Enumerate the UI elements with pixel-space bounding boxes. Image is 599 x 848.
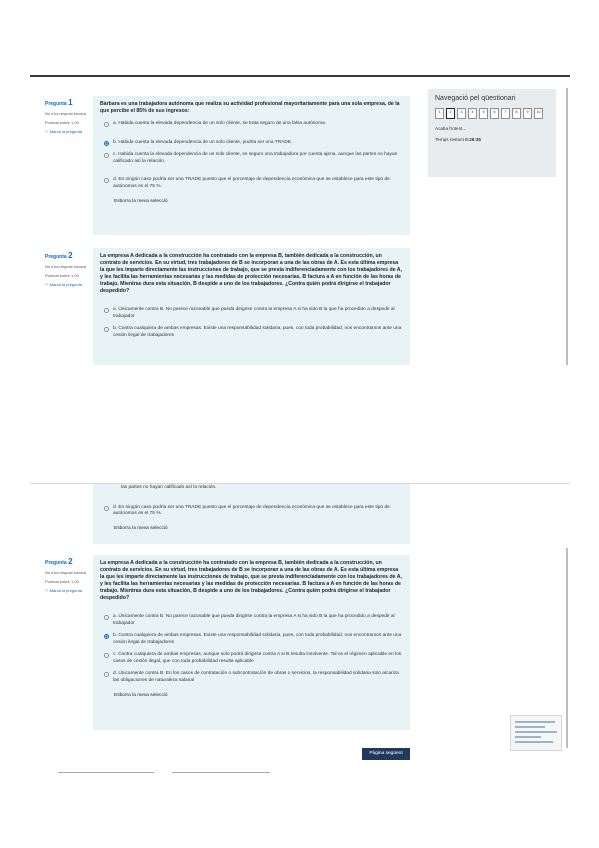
- time-remaining: Temps restant 0:26:35: [435, 137, 481, 142]
- q2-option-b[interactable]: b. Contra cualquiera de ambas empresas. Existe una responsabilidad solidaria, pues, con toda probabilidad, nos encontramos ante una cesión ilegal de trabajadores: [104, 326, 403, 339]
- nav-button-1[interactable]: 1: [435, 108, 444, 119]
- q1-option-a[interactable]: a. Habida cuenta la elevada dependencia de un solo cliente, se trata seguro de una falsa autónoma.: [104, 121, 403, 128]
- radio-icon: [104, 308, 109, 313]
- q2-option-a[interactable]: a. Únicamente contra B. No parece razonable que pueda dirigirse contra la empresa A si ha sido B la que ha procedido a despedir al trabajador: [104, 307, 403, 320]
- radio-icon: [104, 178, 109, 183]
- radio-icon: [104, 327, 109, 332]
- q1-option-c[interactable]: c. Habida cuenta la elevada dependencia de un solo cliente, es seguro una trabajadora por cuenta ajena, aunque las partes no hayan calificado así la relación.: [104, 152, 403, 165]
- q1-option-c-continued: las partes no hayan calificado así la relación.: [121, 485, 217, 490]
- flag-question-1-link[interactable]: ⚐ Marca la pregunta: [45, 129, 82, 134]
- q2-option-a-repeat[interactable]: a. Únicamente contra B. No parece razonable que pueda dirigirse contra la empresa A si ha sido B la que ha procedido a despedir al trabajador: [104, 614, 403, 627]
- question-1-box: [93, 96, 410, 235]
- nav-button-8[interactable]: 8: [512, 108, 521, 119]
- radio-icon: [104, 122, 109, 127]
- question-1-score: Puntuat sobre 1,00: [45, 120, 79, 125]
- scrollbar-bottom[interactable]: [566, 548, 568, 748]
- radio-icon: [104, 672, 109, 677]
- question-2-number: Pregunta 2: [45, 251, 73, 260]
- q2-option-d-repeat[interactable]: d. Únicamente contra B. En los casos de contratación o subcontratación de obras o servicios, la responsabilidad solidaria solo alcanza las obligaciones de naturaleza salarial: [104, 671, 403, 684]
- question-2-info: [45, 252, 93, 291]
- quiz-navigation-title: Navegació pel qüestionari: [435, 95, 516, 102]
- question-1-box-continued: [93, 484, 410, 544]
- nav-button-6[interactable]: 6: [490, 108, 499, 119]
- radio-icon: [104, 615, 109, 620]
- question-1-number: Pregunta 1: [45, 98, 73, 107]
- nav-button-4[interactable]: 4: [468, 108, 477, 119]
- radio-checked-icon: [104, 634, 109, 639]
- q1-option-d-repeat[interactable]: d. En ningún caso podría ser una TRADE puesto que el porcentaje de dependencia económica que se establece para este tipo de autónomos es el 75 %.: [104, 505, 403, 518]
- nav-button-5[interactable]: 5: [479, 108, 488, 119]
- flag-question-2-link[interactable]: ⚐ Marca la pregunta: [45, 282, 82, 287]
- question-1-status: No s'ha respost encara: [45, 111, 87, 116]
- radio-icon: [104, 506, 109, 511]
- quiz-navigation-panel: [428, 89, 556, 177]
- question-1-info: [45, 99, 93, 138]
- nav-button-9[interactable]: 9: [523, 108, 532, 119]
- nav-button-2[interactable]: 2: [446, 108, 455, 119]
- nav-button-10[interactable]: 10: [534, 108, 543, 119]
- nav-button-3[interactable]: 3: [457, 108, 466, 119]
- flag-question-2-link-repeat[interactable]: ⚐ Marca la pregunta: [45, 588, 82, 593]
- q1-clear-selection-link[interactable]: Esborra la meva selecció: [114, 199, 168, 204]
- question-2-box-repeat: [93, 555, 410, 730]
- q2-option-b-repeat[interactable]: b. Contra cualquiera de ambas empresas. Existe una responsabilidad solidaria, pues, con toda probabilidad, nos encontramos ante una cesión ilegal de trabajadores: [104, 633, 403, 646]
- question-2-score: Puntuat sobre 1,00: [45, 273, 79, 278]
- radio-icon: [104, 653, 109, 658]
- page-thumbnail[interactable]: [510, 715, 562, 751]
- scrollbar-top[interactable]: [566, 88, 568, 365]
- nav-button-7[interactable]: 7: [501, 108, 510, 119]
- question-2-info-repeat: Pregunta 2 No s'ha respost encara Puntuat sobre 1,00 ⚐ Marca la pregunta: [45, 558, 93, 597]
- q1-clear-selection-link-repeat[interactable]: Esborra la meva selecció: [114, 525, 168, 531]
- top-divider: [30, 75, 570, 77]
- radio-checked-icon: [104, 141, 109, 146]
- footer-line: [58, 772, 154, 773]
- finish-attempt-link[interactable]: Acaba l'intent...: [435, 126, 467, 131]
- radio-icon: [104, 153, 109, 158]
- q2-clear-selection-link[interactable]: Esborra la meva selecció: [114, 693, 168, 698]
- q1-option-b[interactable]: b. Habida cuenta la elevada dependencia de un solo cliente, podría ser una TRADE.: [104, 140, 403, 147]
- question-1-text: Bàrbara es una trabajadora autónoma que realiza su actividad profesional mayoritariamente para una sola empresa, de la que percibe el 85% de sus ingresos:: [100, 101, 400, 114]
- question-2-text-repeat: La empresa A dedicada a la construcción ha contratado con la empresa B, también dedicada a la construcción, un contrato de servicios. En su virtud, tres trabajadores de B se incorporan a una de las obras de A. Es esta última empresa la que les imparte directamente las instrucciones de trabajo, que se presta indiferenciadamente con los trabajadores de A, y les facilita las herramientas necesarias y las medidas de protección necesarias. B factura a A en función de las horas de trabajo. Mientras dura esta situación, B despide a uno de los trabajadores. ¿Contra quién podrá dirigirse el trabajador despedido?: [100, 560, 402, 601]
- question-2-text: La empresa A dedicada a la construcción ha contratado con la empresa B, también dedicada a la construcción, un contrato de servicios. En su virtud, tres trabajadores de B se incorporan a una de las obras de A. Es esta última empresa la que les imparte directamente las instrucciones de trabajo, que se presta indiferenciadamente con los trabajadores de A, y les facilita las herramientas necesarias y las medidas de protección necesarias. B factura a A en función de las horas de trabajo. Mientras dura esta situación, B despide a uno de los trabajadores. ¿Contra quién podrá dirigirse el trabajador despedido?: [100, 253, 402, 294]
- footer-line: [172, 772, 270, 773]
- q2-option-c-repeat[interactable]: c. Contra cualquiera de ambas empresas, aunque solo podrá dirigirse contra A si B resulta insolvente. Tal es el régimen aplicable en los casos de cesión ilegal, que con toda probabilidad resulta aplicable: [104, 652, 403, 665]
- next-page-button[interactable]: Pàgina següent: [362, 748, 410, 760]
- question-2-box: [93, 248, 410, 365]
- question-2-status: No s'ha respost encara: [45, 264, 87, 269]
- q1-option-d[interactable]: d. En ningún caso podría ser una TRADE puesto que el porcentaje de dependencia económica que se establece para este tipo de autónomos es el 75 %.: [104, 177, 403, 190]
- quiz-navigation-buttons: [435, 108, 549, 119]
